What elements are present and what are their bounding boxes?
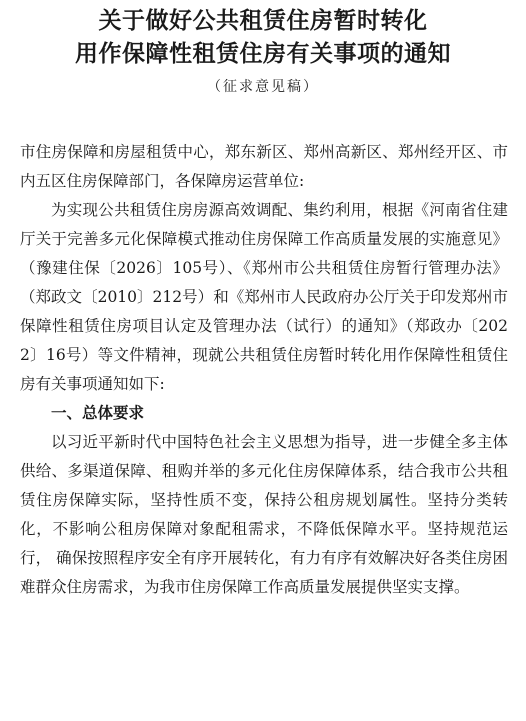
document-subtitle: （征求意见稿） <box>207 79 319 95</box>
document-body <box>20 138 508 602</box>
section-heading: 一、总体要求 <box>51 404 145 422</box>
section-body-paragraph: 以习近平新时代中国特色社会主义思想为指导，进一步健全多主体供给、多渠道保障、租购并举的多元化住房保障体系，结合我市公共租赁住房保障实际，坚持性质不变，保持公租房规划属性。坚持分类转化，不影响公租房保障对象配租需求，不降低保障水平。坚持规范运行， 确保按照程序安全有序开展转化，有力有序有效解决好各类住房困难群众住房需求，为我市住房保障工作高质量发展提供坚实支撑。 <box>20 433 508 596</box>
salutation-paragraph: 市住房保障和房屋租赁中心，郑东新区、郑州高新区、郑州经开区、市内五区住房保障部门，各保障房运营单位: <box>20 143 508 190</box>
intro-paragraph: 为实现公共租赁住房房源高效调配、集约利用，根据《河南省住建厅关于完善多元化保障模式推动住房保障工作高质量发展的实施意见》（豫建住保〔2026〕105号）、《郑州市公共租赁住房暂行管理办法》（郑政文〔2010〕212号）和《郑州市人民政府办公厅关于印发郑州市保障性租赁住房项目认定及管理办法（试行）的通知》（郑政办〔2022〕16号）等文件精神，现就公共租赁住房暂时转化用作保障性租赁住房有关事项通知如下: <box>20 201 508 393</box>
document-title-line1: 关于做好公共租赁住房暂时转化 <box>98 8 428 34</box>
document-title-line2: 用作保障性租赁住房有关事项的通知 <box>75 41 451 67</box>
